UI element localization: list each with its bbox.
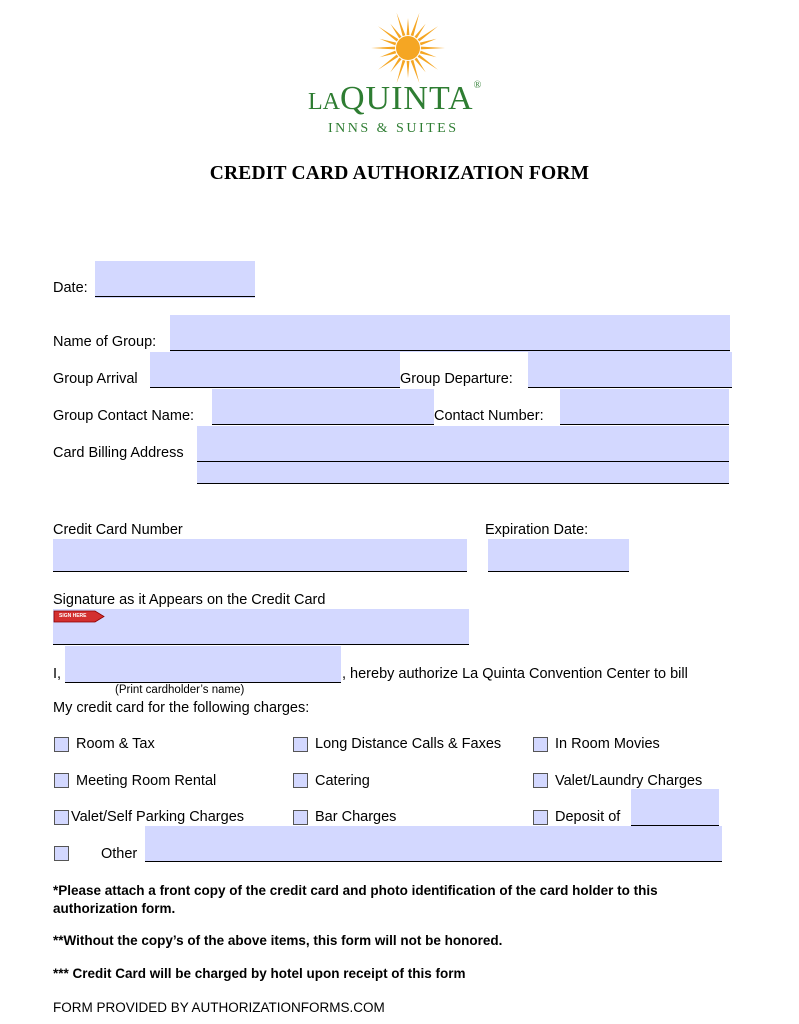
checkbox-long-distance[interactable] bbox=[293, 737, 308, 752]
brand-wordmark bbox=[308, 80, 481, 118]
print-name-hint: (Print cardholder’s name) bbox=[115, 684, 245, 696]
contact-number-underline bbox=[560, 424, 729, 425]
checkbox-meeting-room[interactable] bbox=[54, 773, 69, 788]
contact-name-underline bbox=[212, 424, 434, 425]
sun-ray bbox=[420, 39, 437, 46]
note-not-honored: **Without the copy’s of the above items, this form will not be honored. bbox=[53, 933, 503, 948]
date-underline bbox=[95, 296, 255, 297]
expiration-input[interactable] bbox=[488, 539, 629, 572]
checkbox-in-room-movies[interactable] bbox=[533, 737, 548, 752]
group-departure-input[interactable] bbox=[528, 352, 732, 388]
sun-ray bbox=[420, 51, 437, 58]
charge-in-room-movies-label: In Room Movies bbox=[555, 736, 660, 752]
date-label: Date: bbox=[53, 280, 88, 296]
group-arrival-input[interactable] bbox=[150, 352, 400, 388]
sun-ray bbox=[421, 47, 445, 50]
charge-deposit-label: Deposit of bbox=[555, 809, 621, 825]
group-arrival-label: Group Arrival bbox=[53, 371, 138, 387]
checkbox-other[interactable] bbox=[54, 846, 69, 861]
charge-room-tax-label: Room & Tax bbox=[76, 736, 155, 752]
checkbox-deposit[interactable] bbox=[533, 810, 548, 825]
card-number-input[interactable] bbox=[53, 539, 467, 572]
billing-address-input[interactable] bbox=[197, 426, 729, 484]
authorize-text: , hereby authorize La Quinta Convention Center to bill bbox=[342, 666, 688, 682]
logo bbox=[300, 8, 515, 143]
sun-icon bbox=[366, 8, 450, 88]
sun-ray bbox=[379, 51, 396, 58]
contact-name-label: Group Contact Name: bbox=[53, 408, 195, 424]
checkbox-valet-parking[interactable] bbox=[54, 810, 69, 825]
charge-bar-label: Bar Charges bbox=[315, 809, 397, 825]
brand-quinta: QUINTA bbox=[340, 80, 474, 117]
group-departure-underline bbox=[528, 387, 732, 388]
sun-ray bbox=[407, 61, 410, 78]
charge-catering-label: Catering bbox=[315, 773, 370, 789]
sun-ray bbox=[371, 47, 395, 50]
date-input[interactable] bbox=[95, 261, 255, 298]
trademark: ® bbox=[473, 80, 482, 91]
group-name-underline bbox=[170, 350, 730, 351]
other-input[interactable] bbox=[145, 826, 722, 862]
card-number-label: Credit Card Number bbox=[53, 522, 183, 538]
deposit-amount-input[interactable] bbox=[631, 789, 719, 826]
page-title: CREDIT CARD AUTHORIZATION FORM bbox=[209, 163, 590, 184]
group-departure-label: Group Departure: bbox=[400, 371, 513, 387]
other-underline bbox=[145, 861, 722, 862]
charge-valet-parking-label: Valet/Self Parking Charges bbox=[71, 809, 245, 825]
checkbox-bar-charges[interactable] bbox=[293, 810, 308, 825]
sun-ray bbox=[407, 18, 410, 35]
brand-tagline: INNS & SUITES bbox=[328, 121, 459, 136]
contact-number-label: Contact Number: bbox=[434, 408, 544, 424]
authorize-prefix: I, bbox=[53, 666, 62, 682]
signature-underline bbox=[53, 644, 469, 645]
charge-other-label: Other bbox=[101, 846, 138, 862]
footer-credit: FORM PROVIDED BY AUTHORIZATIONFORMS.COM bbox=[53, 1000, 385, 1015]
billing-address-label: Card Billing Address bbox=[53, 445, 184, 461]
sign-here-text: SIGN HERE bbox=[59, 613, 87, 619]
checkbox-catering[interactable] bbox=[293, 773, 308, 788]
expiration-label: Expiration Date: bbox=[485, 522, 589, 538]
contact-number-input[interactable] bbox=[560, 389, 729, 425]
card-number-underline bbox=[53, 571, 467, 572]
checkbox-valet-laundry[interactable] bbox=[533, 773, 548, 788]
cardholder-name-input[interactable] bbox=[65, 646, 341, 683]
note-charged-on-receipt: *** Credit Card will be charged by hotel upon receipt of this form bbox=[53, 966, 466, 981]
billing-address-underline-2 bbox=[197, 483, 729, 484]
charge-meeting-room-label: Meeting Room Rental bbox=[76, 773, 217, 789]
expiration-underline bbox=[488, 571, 629, 572]
group-name-input[interactable] bbox=[170, 315, 730, 352]
charge-long-distance-label: Long Distance Calls & Faxes bbox=[315, 736, 502, 752]
signature-label: Signature as it Appears on the Credit Card bbox=[53, 592, 326, 608]
billing-address-underline-1 bbox=[197, 461, 729, 462]
signature-input[interactable] bbox=[53, 609, 469, 645]
contact-name-input[interactable] bbox=[212, 389, 434, 425]
sun-ray bbox=[379, 39, 396, 46]
sign-here-tag bbox=[53, 610, 105, 623]
checkbox-room-tax[interactable] bbox=[54, 737, 69, 752]
brand-la: LA bbox=[308, 89, 340, 115]
note-attach-copy: *Please attach a front copy of the credit card and photo identification of the card holder to this authorization form. bbox=[53, 883, 658, 916]
group-arrival-underline bbox=[150, 387, 400, 388]
group-name-label: Name of Group: bbox=[53, 334, 157, 350]
charge-valet-laundry-label: Valet/Laundry Charges bbox=[555, 773, 703, 789]
charges-intro: My credit card for the following charges: bbox=[53, 700, 310, 716]
